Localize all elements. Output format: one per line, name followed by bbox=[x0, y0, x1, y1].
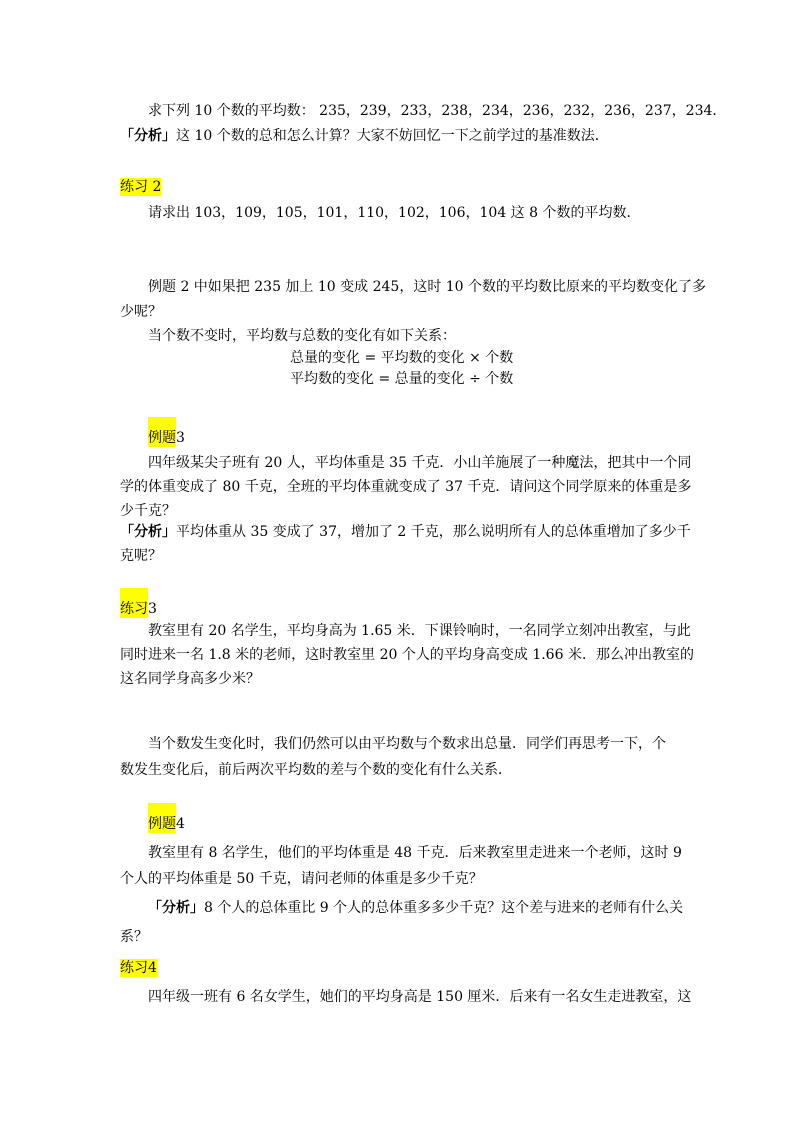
example-3-line: 少千克？ bbox=[120, 503, 176, 519]
exercise-3-line: 这名同学身高多少米？ bbox=[120, 671, 260, 687]
example-3-number: 3 bbox=[176, 430, 185, 446]
exercise-4-heading bbox=[120, 959, 157, 977]
exercise-4-number: 4 bbox=[148, 960, 157, 976]
formula-line: 总量的变化 = 平均数的变化 × 个数 bbox=[290, 350, 514, 366]
note-line: 例题 2 中如果把 235 加上 10 变成 245，这时 10 个数的平均数比原来的平均数变化了多 bbox=[148, 279, 707, 295]
exercise-3-line: 教室里有 20 名学生，平均身高为 1.65 米．下课铃响时，一名同学立刻冲出教室，与此 bbox=[148, 623, 691, 639]
exercise-2-tag: 练习 2 bbox=[120, 179, 162, 195]
exercise-3-tag: 练习 bbox=[120, 588, 148, 618]
analysis-text: 这 10 个数的总和怎么计算？大家不妨回忆一下之前学过的基准数法． bbox=[176, 128, 609, 144]
exercise-3-line: 同时进来一名 1.8 米的老师，这时教室里 20 个人的平均身高变成 1.66 米．那么冲出教室的 bbox=[120, 647, 694, 663]
analysis-tag: 「分析」 bbox=[120, 524, 176, 540]
note-line: 当个数不变时，平均数与总数的变化有如下关系： bbox=[148, 328, 456, 344]
problem-line: 求下列 10 个数的平均数： 235，239，233，238，234，236，232，236，237，234． bbox=[148, 103, 727, 119]
note-line: 少呢？ bbox=[120, 304, 162, 320]
analysis-text: 平均体重从 35 变成了 37，增加了 2 千克，那么说明所有人的总体重增加了多少千 bbox=[176, 524, 691, 540]
example-4-heading bbox=[148, 803, 185, 833]
exercise-2-heading bbox=[120, 178, 161, 196]
example-3-analysis bbox=[120, 523, 691, 541]
example-3-line: 学的体重变成了 80 千克，全班的平均体重就变成了 37 千克．请问这个同学原来的体重是多 bbox=[120, 479, 692, 495]
analysis-tag: 「分析」 bbox=[120, 128, 176, 144]
example-3-analysis-cont: 克呢？ bbox=[120, 548, 162, 564]
exercise-4-tag: 练习 bbox=[120, 960, 148, 976]
example-4-analysis-cont: 系？ bbox=[120, 929, 148, 945]
example-4-analysis bbox=[148, 899, 683, 917]
example-4-tag: 例题 bbox=[148, 803, 176, 833]
note-line: 数发生变化后，前后两次平均数的差与个数的变化有什么关系． bbox=[120, 762, 512, 778]
note-line: 当个数发生变化时，我们仍然可以由平均数与个数求出总量．同学们再思考一下，个 bbox=[148, 736, 666, 752]
example-3-heading bbox=[148, 417, 185, 447]
exercise-3-heading bbox=[120, 588, 157, 618]
exercise-3-number: 3 bbox=[148, 601, 157, 617]
formula-line: 平均数的变化 = 总量的变化 ÷ 个数 bbox=[290, 371, 514, 387]
analysis-text: 8 个人的总体重比 9 个人的总体重多多少千克？这个差与进来的老师有什么关 bbox=[204, 900, 684, 916]
exercise-2-text: 请求出 103，109，105，101，110，102，106，104 这 8 个数的平均数． bbox=[148, 205, 641, 221]
example-3-tag: 例题 bbox=[148, 417, 176, 447]
exercise-4-line: 四年级一班有 6 名女学生，她们的平均身高是 150 厘米．后来有一名女生走进教室，这 bbox=[148, 989, 692, 1005]
example-4-number: 4 bbox=[176, 816, 185, 832]
example-4-line: 教室里有 8 名学生，他们的平均体重是 48 千克．后来教室里走进来一个老师，这时 9 bbox=[148, 845, 682, 861]
analysis-tag: 「分析」 bbox=[148, 900, 204, 916]
example-4-line: 个人的平均体重是 50 千克，请问老师的体重是多少千克？ bbox=[120, 871, 483, 887]
analysis-line bbox=[120, 127, 609, 145]
example-3-line: 四年级某尖子班有 20 人，平均体重是 35 千克．小山羊施展了一种魔法，把其中一个同 bbox=[148, 455, 692, 471]
